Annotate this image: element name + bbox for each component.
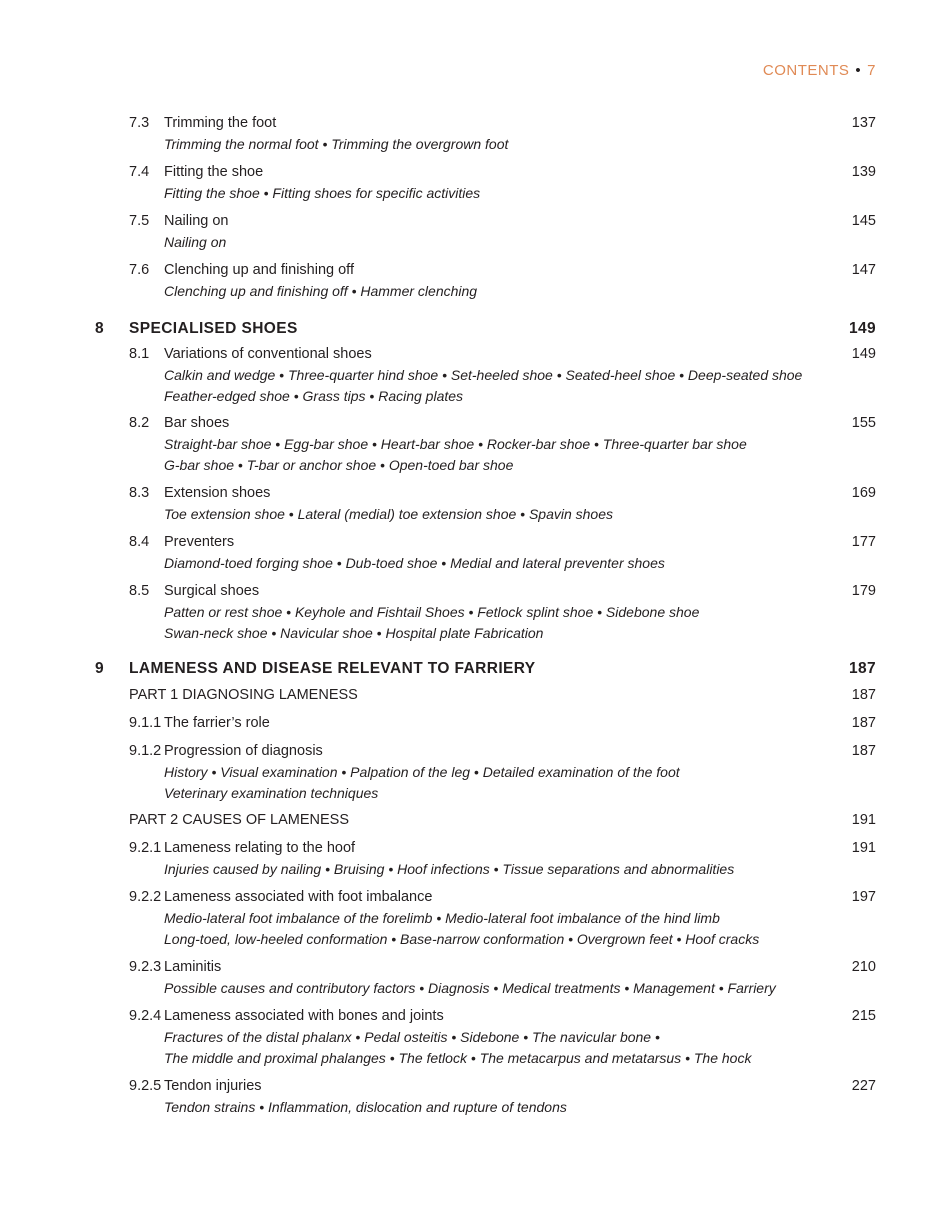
chapter-9-heading[interactable]	[0, 657, 952, 681]
section-title: Nailing on	[164, 213, 229, 229]
page-number: 197	[851, 889, 876, 905]
page-number: 227	[851, 1078, 876, 1094]
page-number: 149	[848, 320, 876, 337]
section-topics: Injuries caused by nailing • Bruising • Hoof infections • Tissue separations and abnormalities	[164, 861, 735, 877]
section-topics: Diamond-toed forging shoe • Dub-toed shoe • Medial and lateral preventer shoes	[164, 555, 665, 571]
part-title: PART 2 CAUSES OF LAMENESS	[129, 812, 349, 828]
section-topics: Fractures of the distal phalanx • Pedal osteitis • Sidebone • The navicular bone •	[164, 1029, 660, 1045]
section-topics: Nailing on	[164, 234, 227, 250]
section-topics: Veterinary examination techniques	[164, 785, 379, 801]
section-topics: The middle and proximal phalanges • The fetlock • The metacarpus and metatarsus • The hock	[164, 1050, 752, 1066]
section-topics: Calkin and wedge • Three-quarter hind shoe • Set-heeled shoe • Seated-heel shoe • Deep-seated shoe	[164, 367, 803, 383]
section-title: Lameness associated with foot imbalance	[164, 889, 433, 905]
toc-entry-9-1-2[interactable]	[0, 741, 952, 762]
toc-entry-7-4[interactable]	[0, 162, 952, 183]
part-2-heading[interactable]	[0, 810, 952, 831]
page-number: 137	[851, 115, 876, 131]
section-title: Variations of conventional shoes	[164, 346, 372, 362]
section-number: 8.1	[129, 346, 150, 362]
page-number: 215	[851, 1008, 876, 1024]
table-of-contents	[0, 113, 952, 1118]
page-number: 139	[851, 164, 876, 180]
toc-entry-9-2-1[interactable]	[0, 838, 952, 859]
part-title: PART 1 DIAGNOSING LAMENESS	[129, 687, 358, 703]
chapter-number: 9	[95, 660, 105, 677]
section-topics: Fitting the shoe • Fitting shoes for specific activities	[164, 185, 481, 201]
toc-entry-8-2[interactable]	[0, 413, 952, 434]
page-number: 155	[851, 415, 876, 431]
section-topics: Clenching up and finishing off • Hammer clenching	[164, 283, 478, 299]
toc-entry-7-3[interactable]	[0, 113, 952, 134]
header-title: CONTENTS	[762, 62, 850, 79]
chapter-number: 8	[95, 320, 105, 337]
section-topics: History • Visual examination • Palpation of the leg • Detailed examination of the foot	[164, 764, 680, 780]
section-topics: Trimming the normal foot • Trimming the overgrown foot	[164, 136, 509, 152]
part-1-heading[interactable]	[0, 685, 952, 706]
section-topics: Medio-lateral foot imbalance of the forelimb • Medio-lateral foot imbalance of the hind limb	[164, 910, 720, 926]
section-topics: Swan-neck shoe • Navicular shoe • Hospital plate Fabrication	[164, 625, 544, 641]
header-page-number: 7	[867, 62, 876, 79]
toc-entry-9-2-3[interactable]	[0, 957, 952, 978]
section-topics: Toe extension shoe • Lateral (medial) toe extension shoe • Spavin shoes	[164, 506, 614, 522]
section-number: 7.6	[129, 262, 150, 278]
section-topics: Patten or rest shoe • Keyhole and Fishtail Shoes • Fetlock splint shoe • Sidebone shoe	[164, 604, 700, 620]
section-topics: Feather-edged shoe • Grass tips • Racing plates	[164, 388, 464, 404]
section-number: 7.5	[129, 213, 150, 229]
section-number: 8.4	[129, 534, 150, 550]
section-title: Progression of diagnosis	[164, 743, 323, 759]
section-number: 9.2.3	[129, 959, 162, 975]
section-number: 9.1.1	[129, 715, 162, 731]
section-topics: Long-toed, low-heeled conformation • Base-narrow conformation • Overgrown feet • Hoof cracks	[164, 931, 760, 947]
page-number: 177	[851, 534, 876, 550]
toc-entry-9-2-5[interactable]	[0, 1076, 952, 1097]
page-number: 149	[851, 346, 876, 362]
section-title: Clenching up and finishing off	[164, 262, 354, 278]
section-topics: Tendon strains • Inflammation, dislocation and rupture of tendons	[164, 1099, 567, 1115]
page-number: 187	[851, 743, 876, 759]
page-number: 179	[851, 583, 876, 599]
section-title: Lameness relating to the hoof	[164, 840, 356, 856]
toc-entry-9-2-2[interactable]	[0, 887, 952, 908]
section-number: 8.5	[129, 583, 150, 599]
section-number: 7.4	[129, 164, 150, 180]
section-number: 9.1.2	[129, 743, 162, 759]
section-number: 7.3	[129, 115, 150, 131]
toc-entry-7-5[interactable]	[0, 211, 952, 232]
section-number: 9.2.4	[129, 1008, 162, 1024]
section-title: Trimming the foot	[164, 115, 277, 131]
section-topics: G-bar shoe • T-bar or anchor shoe • Open-toed bar shoe	[164, 457, 514, 473]
toc-entry-8-1[interactable]	[0, 344, 952, 365]
section-title: Lameness associated with bones and joints	[164, 1008, 444, 1024]
section-topics: Possible causes and contributory factors • Diagnosis • Medical treatments • Management • Farriery	[164, 980, 776, 996]
section-number: 8.2	[129, 415, 150, 431]
section-title: Preventers	[164, 534, 235, 550]
section-title: Extension shoes	[164, 485, 271, 501]
page-number: 210	[851, 959, 876, 975]
chapter-8-heading[interactable]	[0, 317, 952, 341]
page-number: 191	[851, 840, 876, 856]
page-number: 145	[851, 213, 876, 229]
toc-entry-9-2-4[interactable]	[0, 1006, 952, 1027]
toc-entry-9-1-1[interactable]	[0, 713, 952, 734]
section-title: Fitting the shoe	[164, 164, 264, 180]
section-title: Bar shoes	[164, 415, 230, 431]
page-number: 187	[851, 687, 876, 703]
section-number: 9.2.2	[129, 889, 162, 905]
toc-entry-8-3[interactable]	[0, 483, 952, 504]
section-title: Surgical shoes	[164, 583, 260, 599]
running-header	[763, 62, 876, 79]
page-number: 187	[848, 660, 876, 677]
page-number: 147	[851, 262, 876, 278]
page-number: 187	[851, 715, 876, 731]
chapter-title: LAMENESS AND DISEASE RELEVANT TO FARRIERY	[129, 660, 536, 677]
toc-entry-8-4[interactable]	[0, 532, 952, 553]
section-title: Tendon injuries	[164, 1078, 262, 1094]
header-separator: •	[855, 62, 862, 79]
section-title: Laminitis	[164, 959, 222, 975]
toc-entry-8-5[interactable]	[0, 581, 952, 602]
section-title: The farrier’s role	[164, 715, 270, 731]
toc-entry-7-6[interactable]	[0, 260, 952, 281]
section-number: 8.3	[129, 485, 150, 501]
page-number: 191	[851, 812, 876, 828]
section-number: 9.2.1	[129, 840, 162, 856]
section-topics: Straight-bar shoe • Egg-bar shoe • Heart-bar shoe • Rocker-bar shoe • Three-quarter bar shoe	[164, 436, 747, 452]
chapter-title: SPECIALISED SHOES	[129, 320, 298, 337]
section-number: 9.2.5	[129, 1078, 162, 1094]
page-number: 169	[851, 485, 876, 501]
